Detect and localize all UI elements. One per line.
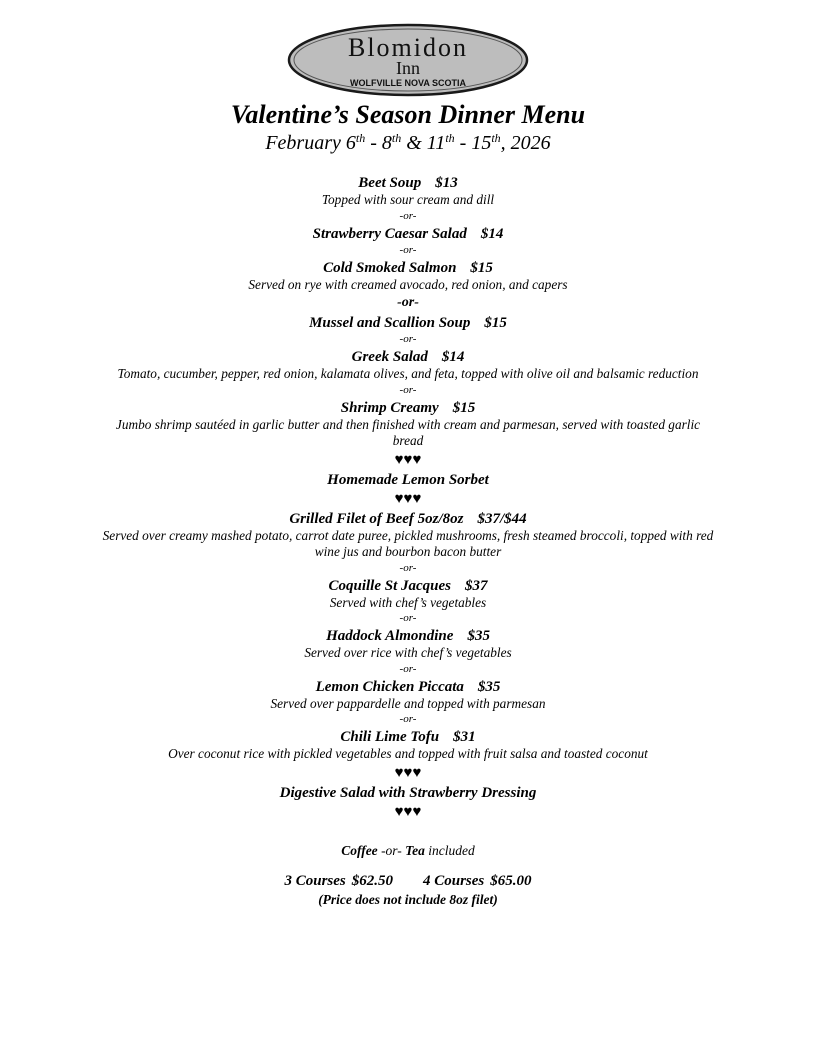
item-name: Beet Soup — [358, 175, 422, 191]
or-separator: -or- — [399, 383, 417, 396]
blomidon-inn-logo — [286, 22, 530, 98]
item-name: Greek Salad — [351, 349, 428, 365]
four-course-label: 4 Courses — [423, 872, 485, 889]
course-pricing — [100, 872, 716, 891]
menu-item — [100, 678, 716, 696]
item-price: $14 — [441, 349, 465, 365]
menu-item — [100, 348, 716, 366]
intermezzo-item: Homemade Lemon Sorbet — [327, 471, 489, 488]
item-name: Strawberry Caesar Salad — [312, 225, 467, 242]
beverage-included: included — [424, 842, 475, 858]
item-name: Grilled Filet of Beef 5oz/8oz — [289, 510, 464, 527]
item-price: $37/$44 — [477, 510, 527, 527]
menu-dates — [0, 129, 816, 157]
menu-item — [100, 728, 716, 746]
item-price: $15 — [470, 259, 493, 276]
item-description: Served over pappardelle and topped with parmesan — [270, 695, 546, 711]
tea-label: Tea — [405, 842, 425, 858]
item-price: $35 — [477, 678, 501, 695]
menu-body — [100, 173, 716, 909]
or-separator: -or- — [399, 662, 417, 675]
or-separator: -or- — [399, 612, 417, 624]
item-name: Mussel and Scallion Soup — [309, 315, 471, 331]
date-suffix: th — [355, 131, 366, 145]
item-name: Haddock Almondine — [326, 628, 454, 644]
item-price: $37 — [465, 577, 488, 594]
item-price: $31 — [453, 729, 476, 745]
date-part: , 2026 — [500, 132, 551, 154]
or-separator: -or- — [399, 713, 417, 725]
item-price: $15 — [452, 399, 476, 416]
hearts-divider: ♥♥♥ — [394, 803, 422, 820]
item-price: $13 — [435, 175, 458, 191]
logo-inn: Inn — [396, 58, 420, 78]
item-price: $15 — [484, 315, 507, 331]
menu-item — [100, 174, 716, 192]
item-name: Lemon Chicken Piccata — [315, 678, 464, 695]
hearts-divider: ♥♥♥ — [394, 764, 422, 781]
menu-item — [100, 627, 716, 645]
item-name: Shrimp Creamy — [340, 399, 439, 416]
item-description: Served over rice with chef’s vegetables — [304, 645, 512, 660]
item-name: Cold Smoked Salmon — [323, 259, 457, 276]
or-separator: -or- — [399, 561, 417, 574]
menu-item — [100, 399, 716, 417]
three-course-label: 3 Courses — [284, 872, 346, 889]
date-part: - 8 — [365, 132, 392, 154]
three-course-price: $62.50 — [351, 872, 393, 889]
hearts-divider: ♥♥♥ — [394, 451, 422, 468]
or-separator: -or- — [399, 243, 417, 256]
date-part: & 11 — [401, 132, 446, 154]
item-description: Topped with sour cream and dill — [321, 192, 495, 207]
or-separator: -or- — [399, 333, 417, 345]
beverage-or: -or- — [377, 842, 406, 858]
item-name: Coquille St Jacques — [328, 577, 451, 594]
menu-item — [100, 225, 716, 243]
date-part: February 6 — [265, 132, 356, 154]
item-description: Tomato, cucumber, pepper, red onion, kalamata olives, and feta, topped with olive oil and balsamic reduction — [117, 366, 699, 381]
hearts-divider: ♥♥♥ — [394, 490, 422, 507]
finale-item: Digestive Salad with Strawberry Dressing — [279, 784, 537, 801]
item-description: Served on rye with creamed avocado, red onion, and capers — [248, 276, 568, 292]
or-separator: -or- — [399, 209, 417, 222]
date-suffix: th — [491, 131, 501, 145]
logo-name: Blomidon — [347, 33, 469, 62]
four-course-price: $65.00 — [490, 872, 532, 889]
menu-item — [100, 259, 716, 277]
menu-item — [100, 314, 716, 332]
beverage-line — [100, 842, 716, 860]
coffee-label: Coffee — [341, 842, 378, 858]
or-separator: -or- — [397, 295, 419, 310]
price-note: (Price does not include 8oz filet) — [318, 891, 498, 907]
item-description: Served with chef’s vegetables — [329, 594, 487, 610]
item-name: Chili Lime Tofu — [340, 729, 440, 745]
item-description: Served over creamy mashed potato, carrot date puree, pickled mushrooms, fresh steamed broccoli, topped with red wine jus and bourbon bacon butter — [102, 527, 714, 559]
date-suffix: th — [445, 131, 455, 145]
item-price: $35 — [467, 628, 490, 644]
menu-item — [100, 510, 716, 528]
menu-item — [100, 577, 716, 595]
date-suffix: th — [391, 131, 402, 145]
logo-tagline: WOLFVILLE NOVA SCOTIA — [350, 78, 466, 88]
date-part: - 15 — [454, 132, 492, 154]
menu-title: Valentine’s Season Dinner Menu — [230, 100, 586, 129]
item-description: Over coconut rice with pickled vegetables and topped with fruit salsa and toasted coconut — [168, 746, 648, 761]
item-price: $14 — [480, 225, 504, 242]
item-description: Jumbo shrimp sautéed in garlic butter and then finished with cream and parmesan, served with toasted garlic bread — [115, 416, 701, 448]
